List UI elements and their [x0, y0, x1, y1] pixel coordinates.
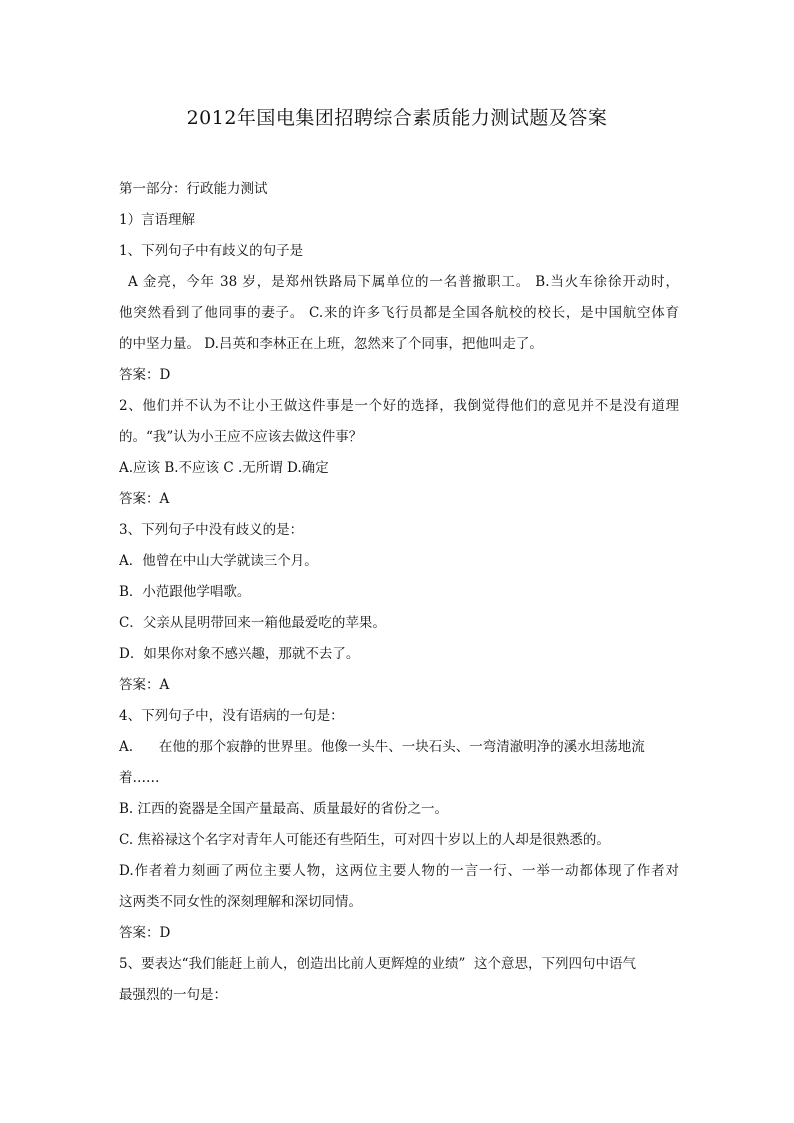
section-heading: 第一部分：行政能力测试 — [119, 181, 268, 197]
question-1: 1、下列句子中有歧义的句子是 — [119, 243, 304, 259]
question-2-options: A.应该 B.不应该 C .无所谓 D.确定 — [119, 460, 329, 476]
question-2-line-2: 的。“我”认为小王应不应该去做这件事？ — [119, 429, 363, 445]
question-1-options-line-3: 的中坚力量。 D.吕英和李林正在上班，忽然来了个同事，把他叫走了。 — [119, 336, 543, 352]
question-3-option-b: B．小范跟他学唱歌。 — [119, 584, 251, 600]
question-1-options-line-2: 他突然看到了他同事的妻子。 C.来的许多飞行员都是全国各航校的校长，是中国航空体育 — [119, 305, 679, 321]
question-4-option-a-line-1: A. 在他的那个寂静的世界里。他像一头牛、一块石头、一弯清澈明净的溪水坦荡地流 — [119, 739, 645, 755]
question-5-line-1: 5、要表达“我们能赶上前人，创造出比前人更辉煌的业绩” 这个意思，下列四句中语气 — [119, 956, 636, 972]
document-title: 2012年国电集团招聘综合素质能力测试题及答案 — [186, 107, 608, 129]
question-3-option-c: C．父亲从昆明带回来一箱他最爱吃的苹果。 — [119, 615, 386, 631]
question-3-option-a: A．他曾在中山大学就读三个月。 — [119, 553, 318, 569]
question-4: 4、下列句子中，没有语病的一句是： — [119, 708, 344, 724]
answer-3: 答案：A — [119, 677, 170, 693]
question-4-option-d-line-2: 这两类不同女性的深刻理解和深切同情。 — [119, 894, 362, 910]
answer-1: 答案：D — [119, 367, 171, 383]
question-4-option-b: B. 江西的瓷器是全国产量最高、质量最好的省份之一。 — [119, 801, 449, 817]
question-3: 3、下列句子中没有歧义的是： — [119, 522, 304, 538]
document-body — [119, 174, 679, 1011]
answer-4: 答案：D — [119, 925, 171, 941]
question-4-option-d-line-1: D.作者着力刻画了两位主要人物，这两位主要人物的一言一行、一举一动都体现了作者对 — [119, 863, 679, 879]
question-3-option-d: D．如果你对象不感兴趣，那就不去了。 — [119, 646, 360, 662]
question-2-line-1: 2、他们并不认为不让小王做这件事是一个好的选择，我倒觉得他们的意见并不是没有道理 — [119, 398, 679, 414]
question-5-line-2: 最强烈的一句是： — [119, 987, 227, 1003]
question-4-option-c: C. 焦裕禄这个名字对青年人可能还有些陌生，可对四十岁以上的人却是很熟悉的。 — [119, 832, 610, 848]
question-4-option-a-line-2: 着…… — [119, 770, 160, 786]
answer-2: 答案：A — [119, 491, 170, 507]
subsection-heading: 1）言语理解 — [119, 212, 196, 228]
question-1-options-line-1: A 金亮，今年 38 岁，是郑州铁路局下属单位的一名普撤职工。 B.当火车徐徐开动时， — [128, 274, 679, 290]
